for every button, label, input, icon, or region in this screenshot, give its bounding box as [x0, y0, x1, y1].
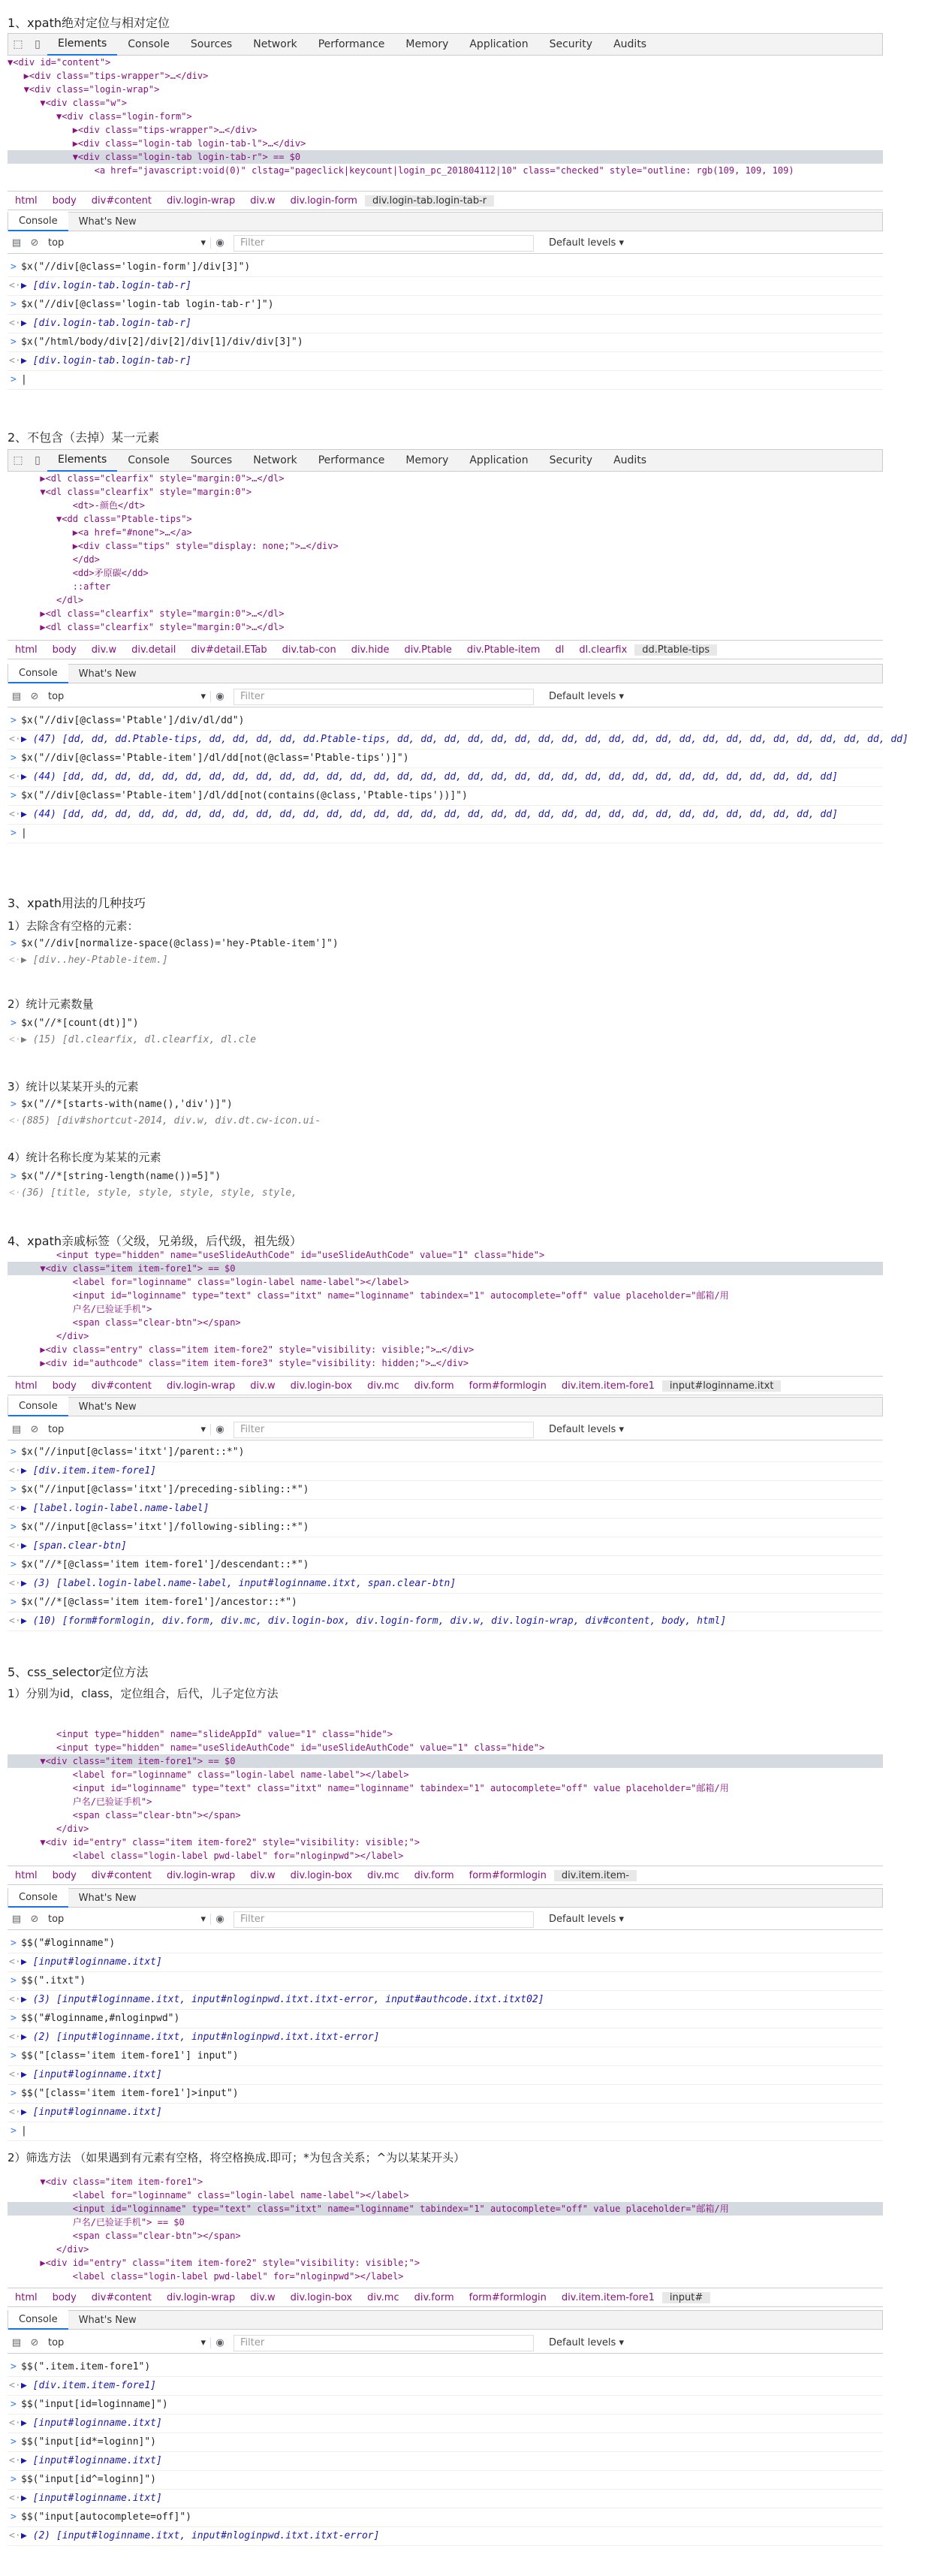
console-result: <· ▶ [input#loginname.itxt]	[8, 2452, 883, 2471]
dom-node-line[interactable]: ▼<div class="item item-fore1"> == $0	[8, 1262, 883, 1275]
dom-node-line[interactable]: ▼<div id="entry" class="item item-fore2" style="visibility: visible;">	[8, 1837, 420, 1848]
context-select[interactable]	[44, 2337, 211, 2348]
devtools-tab[interactable]: Elements	[47, 449, 117, 472]
console-input[interactable]: > $x("//input[@class='itxt']/parent::*")	[8, 1443, 883, 1462]
breadcrumb	[8, 2288, 883, 2307]
dom-node-line[interactable]: ▶<div class="tips-wrapper">…</div>	[8, 125, 258, 135]
dom-node-line[interactable]: ▶<div class="entry" class="item item-fore2" style="visibility: visible;">…</div>	[8, 1344, 475, 1355]
devtools-tab[interactable]: Security	[549, 38, 593, 50]
dom-node-line[interactable]: ▶<dl class="clearfix" style="margin:0">…</dl>	[8, 473, 285, 484]
console-result: <· ▶ [div.login-tab.login-tab-r]	[8, 352, 883, 371]
breadcrumb-item[interactable]: dl	[555, 644, 565, 656]
console-tab[interactable]: Console	[8, 1888, 68, 1908]
console-result: <· ▶ (10) [form#formlogin, div.form, div.mc, div.login-box, div.login-form, div.w, div.login-wrap, div#content, body, html]	[8, 1612, 883, 1631]
chevron-down-icon: ▾	[200, 691, 206, 702]
dom-node-line[interactable]: </div>	[8, 1823, 89, 1834]
devtools-tab[interactable]: Memory	[405, 38, 449, 50]
console-result: <· ▶ [div..hey-Ptable-item.]	[8, 952, 339, 969]
devtools-tab[interactable]: Memory	[405, 454, 449, 466]
breadcrumb-item[interactable]: div.login-wrap	[167, 195, 236, 207]
chevron-down-icon: ▾	[200, 1914, 206, 1925]
filter-input[interactable]: Filter	[233, 1911, 534, 1928]
dom-node-line[interactable]: <label class="login-label pwd-label" for="nloginpwd"></label>	[8, 2271, 404, 2282]
console-input: > $x("//*[count(dt)]")	[8, 1015, 256, 1032]
console-result: <· ▶ [label.login-label.name-label]	[8, 1500, 883, 1519]
console-input: > $x("//*[starts-with(name(),'div')]")	[8, 1096, 321, 1113]
breadcrumb-item[interactable]: body	[52, 1380, 77, 1392]
tip-2-title: 2）统计元素数量	[8, 997, 94, 1011]
console-result: <· ▶ (3) [input#loginname.itxt, input#nloginpwd.itxt.itxt-error, input#authcode.itxt.itxt02]	[8, 1991, 883, 2010]
dom-node-line[interactable]: <span class="clear-btn"></span>	[8, 1810, 241, 1820]
dom-node-line[interactable]: ▶<div class="tips-wrapper">…</div>	[8, 71, 209, 81]
breadcrumb-item[interactable]: div.mc	[367, 2291, 399, 2303]
console-tabbar	[8, 1888, 883, 1908]
console-input[interactable]: > $x("//div[@class='Ptable-item']/dl/dd[not(@class='Ptable-tips')]")	[8, 750, 883, 768]
sidebar-toggle-icon[interactable]: ▤	[11, 237, 22, 249]
dom-node-line[interactable]: 户名/已验证手机">	[8, 1796, 152, 1807]
dom-node-line[interactable]: ::after	[8, 581, 111, 592]
dom-node-line[interactable]: ▼<div class="login-form">	[8, 111, 192, 122]
context-label: top	[48, 1424, 65, 1435]
breadcrumb-item[interactable]: div.mc	[367, 1869, 399, 1881]
console-output	[8, 258, 883, 390]
breadcrumb-item[interactable]: form#formlogin	[468, 1869, 547, 1881]
dom-node-line[interactable]: <label for="loginname" class="login-label name-label"></label>	[8, 1277, 409, 1287]
console-result: <· ▶ [input#loginname.itxt]	[8, 2490, 883, 2508]
breadcrumb-item[interactable]: body	[52, 195, 77, 207]
clear-console-icon[interactable]: ⊘	[30, 2337, 39, 2348]
method-2-title: 2）筛选方法 （如果遇到有元素有空格，将空格换成.即可；*为包含关系；^为以某某开头）	[8, 2151, 465, 2164]
tip-3-title: 3）统计以某某开头的元素	[8, 1080, 139, 1093]
breadcrumb-item[interactable]: body	[52, 1869, 77, 1881]
console-output	[8, 2358, 883, 2546]
chevron-down-icon: ▾	[200, 2337, 206, 2348]
breadcrumb-item[interactable]: div#detail.ETab	[191, 644, 267, 656]
console-input[interactable]: > $x("//div[@class='Ptable-item']/dl/dd[not(contains(@class,'Ptable-tips'))]")	[8, 787, 883, 806]
console-result: <· ▶ [input#loginname.itxt]	[8, 1953, 883, 1972]
console-result: <· ▶ [div.login-tab.login-tab-r]	[8, 315, 883, 333]
console-result: <· ▶ (2) [input#loginname.itxt, input#nloginpwd.itxt.itxt-error]	[8, 2029, 883, 2047]
log-levels-dropdown[interactable]: Default levels ▾	[549, 2337, 624, 2348]
device-toggle-icon[interactable]: ▯	[35, 38, 41, 50]
section-1-title: 1、xpath绝对定位与相对定位	[8, 16, 170, 30]
console-input[interactable]: > $$(".itxt")	[8, 1972, 883, 1991]
log-levels-dropdown[interactable]: Default levels ▾	[549, 1914, 624, 1925]
clear-console-icon[interactable]: ⊘	[30, 691, 39, 702]
context-select[interactable]	[44, 1914, 211, 1925]
context-select[interactable]	[44, 237, 211, 249]
breadcrumb-item[interactable]: div#content	[91, 2291, 152, 2303]
breadcrumb-item[interactable]: div.login-tab.login-tab-r	[365, 195, 494, 207]
dom-node-line[interactable]: ▶<div id="entry" class="item item-fore2" style="visibility: visible;">	[8, 2258, 420, 2268]
inspect-icon[interactable]: ⬚	[13, 454, 23, 466]
breadcrumb-item[interactable]: form#formlogin	[468, 1380, 547, 1392]
filter-input[interactable]: Filter	[233, 1422, 534, 1438]
console-input[interactable]: > $$("#loginname,#nloginpwd")	[8, 2010, 883, 2029]
console-prompt[interactable]: > |	[8, 2122, 883, 2141]
breadcrumb-item[interactable]: div.login-wrap	[167, 1869, 236, 1881]
dom-node-line[interactable]: <input id="loginname" type="text" class="itxt" name="loginname" tabindex="1" autocomplete="off" value placeholder="邮箱/用	[8, 2202, 883, 2216]
breadcrumb-item[interactable]: div.item.item-fore1	[561, 1380, 655, 1392]
console-input[interactable]: > $$("[class='item item-fore1']>input")	[8, 2085, 883, 2104]
section-4-title: 4、xpath亲戚标签（父级，兄弟级，后代级，祖先级）	[8, 1234, 303, 1248]
dom-node-line[interactable]: ▼<div id="content">	[8, 57, 111, 68]
devtools-tab[interactable]: Application	[469, 38, 529, 50]
breadcrumb-item[interactable]: div.tab-con	[282, 644, 336, 656]
breadcrumb-item[interactable]: html	[15, 644, 38, 656]
breadcrumb-item[interactable]: div.item.item-fore1	[561, 2291, 655, 2303]
breadcrumb	[8, 640, 883, 659]
tip-1-console	[8, 936, 339, 969]
console-input[interactable]: > $x("//*[@class='item item-fore1']/ancestor::*")	[8, 1594, 883, 1612]
console-result: <· (885) [div#shortcut-2014, div.w, div.dt.cw-icon.ui-	[8, 1113, 321, 1130]
eye-icon[interactable]: ◉	[215, 1914, 224, 1925]
console-input[interactable]: > $x("/html/body/div[2]/div[2]/div[1]/div/div[3]")	[8, 333, 883, 352]
console-input[interactable]: > $x("//*[@class='item item-fore1']/descendant::*")	[8, 1556, 883, 1575]
breadcrumb-item[interactable]: div.form	[414, 2291, 454, 2303]
elements-tree	[8, 472, 883, 635]
breadcrumb-item[interactable]: div.hide	[351, 644, 390, 656]
dom-node-line[interactable]: ▶<dl class="clearfix" style="margin:0">…</dl>	[8, 608, 285, 619]
breadcrumb-item[interactable]: div.form	[414, 1380, 454, 1392]
breadcrumb-item[interactable]: html	[15, 2291, 38, 2303]
dom-node-line[interactable]: <input type="hidden" name="useSlideAuthCode" id="useSlideAuthCode" value="1" class="hide">	[8, 1742, 545, 1753]
devtools-tab[interactable]: Sources	[190, 454, 233, 466]
devtools-tab[interactable]: Network	[253, 38, 297, 50]
log-levels-dropdown[interactable]: Default levels ▾	[549, 691, 624, 702]
breadcrumb-item[interactable]: input#	[662, 2292, 710, 2303]
devtools-tab[interactable]: Network	[253, 454, 297, 466]
devtools-tab[interactable]: Application	[469, 454, 529, 466]
context-label: top	[48, 691, 65, 702]
elements-tree	[8, 2175, 883, 2286]
devtools-tabbar	[8, 33, 883, 56]
dom-node-line[interactable]: ▼<dd class="Ptable-tips">	[8, 514, 192, 524]
console-result: <· ▶ (2) [input#loginname.itxt, input#nloginpwd.itxt.itxt-error]	[8, 2527, 883, 2546]
console-tabbar	[8, 2310, 883, 2330]
dom-node-line[interactable]: ▶<div class="tips" style="display: none;">…</div>	[8, 541, 339, 551]
console-result: <· ▶ (44) [dd, dd, dd, dd, dd, dd, dd, dd, dd, dd, dd, dd, dd, dd, dd, dd, dd, dd, dd, dd, dd, dd, dd, dd, dd, dd, dd, dd, dd, dd, dd, dd, dd]	[8, 768, 883, 787]
console-input[interactable]: > $$(".item.item-fore1")	[8, 2358, 883, 2377]
dom-node-line[interactable]: </div>	[8, 2244, 89, 2255]
devtools-tab[interactable]: Elements	[47, 33, 117, 56]
console-tabbar	[8, 664, 883, 683]
filter-input[interactable]: Filter	[233, 689, 534, 705]
console-result: <· ▶ (47) [dd, dd, dd.Ptable-tips, dd, dd, dd, dd, dd.Ptable-tips, dd, dd, dd, dd, dd, dd, dd, dd, dd, dd, dd, dd, dd, dd, dd, dd, dd, dd, dd, dd, dd, dd]	[8, 731, 883, 750]
breadcrumb-item[interactable]: div.w	[250, 1869, 276, 1881]
section-2-title: 2、不包含（去掉）某一元素	[8, 430, 160, 445]
breadcrumb-item[interactable]: div.login-box	[290, 2291, 353, 2303]
dom-node-line[interactable]: <dt>-颜色</dt>	[8, 500, 145, 511]
dom-node-line[interactable]: <span class="clear-btn"></span>	[8, 1317, 241, 1328]
console-tab[interactable]: Console	[8, 2310, 68, 2330]
breadcrumb-item[interactable]: div#content	[91, 1380, 152, 1392]
breadcrumb-item[interactable]: form#formlogin	[468, 2291, 547, 2303]
breadcrumb-item[interactable]: dl.clearfix	[579, 644, 628, 656]
breadcrumb-item[interactable]: div#content	[91, 1869, 152, 1881]
console-tab[interactable]: What's New	[78, 668, 137, 680]
devtools-tab[interactable]: Audits	[613, 38, 647, 50]
dom-node-line[interactable]: <label class="login-label pwd-label" for="nloginpwd"></label>	[8, 1851, 404, 1861]
eye-icon[interactable]: ◉	[215, 237, 224, 249]
dom-node-line[interactable]: <input id="loginname" type="text" class="itxt" name="loginname" tabindex="1" autocomplete="off" value placeholder="邮箱/用	[8, 1783, 729, 1793]
breadcrumb-item[interactable]: dd.Ptable-tips	[634, 644, 717, 656]
console-prompt[interactable]: > |	[8, 825, 883, 843]
eye-icon[interactable]: ◉	[215, 691, 224, 702]
dom-node-line[interactable]: ▶<a href="#none">…</a>	[8, 527, 192, 538]
section-5-title: 5、css_selector定位方法	[8, 1665, 149, 1679]
dom-node-line[interactable]: ▼<div class="login-tab login-tab-r"> == $0	[8, 150, 883, 164]
dom-node-line[interactable]: <label for="loginname" class="login-label name-label"></label>	[8, 2190, 409, 2200]
breadcrumb-item[interactable]: div.login-form	[290, 195, 357, 207]
breadcrumb-item[interactable]: div.detail	[131, 644, 176, 656]
elements-tree	[8, 1248, 883, 1373]
console-result: <· ▶ [div.item.item-fore1]	[8, 1462, 883, 1481]
console-result: <· ▶ (15) [dl.clearfix, dl.clearfix, dl.cle	[8, 1032, 256, 1048]
devtools-tab[interactable]: Console	[128, 38, 170, 50]
console-toolbar	[8, 1909, 883, 1930]
chevron-down-icon: ▾	[200, 1424, 206, 1435]
tip-1-title: 1）去除含有空格的元素：	[8, 919, 139, 933]
breadcrumb-item[interactable]: div.login-wrap	[167, 1380, 236, 1392]
tip-2-console	[8, 1015, 256, 1048]
eye-icon[interactable]: ◉	[215, 2337, 224, 2348]
console-input: > $x("//div[normalize-space(@class)='hey-Ptable-item']")	[8, 936, 339, 952]
console-input[interactable]: > $$("input[id=loginname]")	[8, 2396, 883, 2415]
clear-console-icon[interactable]: ⊘	[30, 237, 39, 249]
console-output	[8, 1443, 883, 1631]
console-result: <· ▶ [span.clear-btn]	[8, 1537, 883, 1556]
console-result: <· ▶ (44) [dd, dd, dd, dd, dd, dd, dd, dd, dd, dd, dd, dd, dd, dd, dd, dd, dd, dd, dd, dd, dd, dd, dd, dd, dd, dd, dd, dd, dd, dd, dd, dd, dd]	[8, 806, 883, 825]
tip-4-title: 4）统计名称长度为某某的元素	[8, 1151, 161, 1164]
dom-node-line[interactable]: ▶<div class="login-tab login-tab-l">…</div>	[8, 138, 306, 149]
console-result: <· ▶ (3) [label.login-label.name-label, input#loginname.itxt, span.clear-btn]	[8, 1575, 883, 1594]
console-input[interactable]: > $$("#loginname")	[8, 1935, 883, 1953]
breadcrumb-item[interactable]: div.w	[250, 195, 276, 207]
breadcrumb-item[interactable]: html	[15, 1869, 38, 1881]
console-input[interactable]: > $x("//div[@class='login-form']/div[3]")	[8, 258, 883, 277]
tip-3-console	[8, 1096, 321, 1130]
sidebar-toggle-icon[interactable]: ▤	[11, 2337, 22, 2348]
dom-node-line[interactable]: <input type="hidden" name="useSlideAuthCode" id="useSlideAuthCode" value="1" class="hide">	[8, 1250, 545, 1260]
context-label: top	[48, 1914, 65, 1925]
breadcrumb-item[interactable]: div.login-box	[290, 1869, 353, 1881]
devtools-tab[interactable]: Sources	[190, 38, 233, 50]
method-1-title: 1）分别为id，class，定位组合，后代，儿子定位方法	[8, 1687, 279, 1700]
dom-node-line[interactable]: ▼<div class="item item-fore1"> == $0	[8, 1754, 883, 1768]
console-input[interactable]: > $x("//div[@class='login-tab login-tab-r']")	[8, 296, 883, 315]
context-select[interactable]	[44, 1424, 211, 1435]
console-tab[interactable]: What's New	[78, 1401, 137, 1413]
log-levels-dropdown[interactable]: Default levels ▾	[549, 1424, 624, 1435]
console-input[interactable]: > $$("[class='item item-fore1'] input")	[8, 2047, 883, 2066]
breadcrumb-item[interactable]: div.item.item-	[554, 1870, 637, 1881]
devtools-tab[interactable]: Performance	[318, 38, 385, 50]
devtools-tab[interactable]: Performance	[318, 454, 385, 466]
console-output	[8, 1935, 883, 2141]
console-tab[interactable]: What's New	[78, 1892, 137, 1904]
console-result: <· (36) [title, style, style, style, style, style,	[8, 1185, 297, 1202]
elements-tree	[8, 56, 883, 176]
breadcrumb	[8, 1866, 883, 1885]
console-result: <· ▶ [input#loginname.itxt]	[8, 2415, 883, 2433]
breadcrumb-item[interactable]: div#content	[91, 195, 152, 207]
console-input[interactable]: > $$("input[id^=loginn]")	[8, 2471, 883, 2490]
sidebar-toggle-icon[interactable]: ▤	[11, 1424, 22, 1435]
console-tab[interactable]: Console	[8, 664, 68, 683]
breadcrumb	[8, 1376, 883, 1395]
breadcrumb-item[interactable]: input#loginname.itxt	[662, 1380, 782, 1392]
console-result: <· ▶ [div.login-tab.login-tab-r]	[8, 277, 883, 296]
dom-node-line[interactable]: <a href="javascript:void(0)" clstag="pageclick|keycount|login_pc_201804112|10" class="checked" style="outline: rgb(109, 109, 109)	[8, 165, 794, 176]
devtools-tab[interactable]: Audits	[613, 454, 647, 466]
sidebar-toggle-icon[interactable]: ▤	[11, 1914, 22, 1925]
filter-input[interactable]: Filter	[233, 2335, 534, 2351]
dom-node-line[interactable]: ▼<div class="login-wrap">	[8, 84, 160, 95]
console-input: > $x("//*[string-length(name())=5]")	[8, 1169, 297, 1185]
breadcrumb-item[interactable]: div.w	[250, 2291, 276, 2303]
breadcrumb-item[interactable]: div.Ptable	[404, 644, 452, 656]
eye-icon[interactable]: ◉	[215, 1424, 224, 1435]
console-result: <· ▶ [input#loginname.itxt]	[8, 2066, 883, 2085]
console-toolbar	[8, 2333, 883, 2354]
breadcrumb-item[interactable]: html	[15, 1380, 38, 1392]
console-prompt[interactable]: > |	[8, 371, 883, 390]
breadcrumb-item[interactable]: body	[52, 2291, 77, 2303]
dom-node-line[interactable]: 户名/已验证手机">	[8, 1304, 152, 1314]
breadcrumb-item[interactable]: div.mc	[367, 1380, 399, 1392]
console-toolbar	[8, 233, 883, 254]
dom-node-line[interactable]: ▼<div class="w">	[8, 98, 127, 108]
console-tabbar	[8, 212, 883, 231]
console-input[interactable]: > $$("input[autocomplete=off]")	[8, 2508, 883, 2527]
console-tab[interactable]: Console	[8, 212, 68, 231]
console-toolbar	[8, 1419, 883, 1440]
breadcrumb-item[interactable]: div.w	[250, 1380, 276, 1392]
dom-node-line[interactable]: </div>	[8, 1331, 89, 1341]
tip-4-console	[8, 1169, 297, 1202]
inspect-icon[interactable]: ⬚	[13, 38, 23, 50]
breadcrumb-item[interactable]: html	[15, 195, 38, 207]
console-result: <· ▶ [input#loginname.itxt]	[8, 2104, 883, 2122]
dom-node-line[interactable]: ▶<dl class="clearfix" style="margin:0">…</dl>	[8, 622, 285, 632]
dom-node-line[interactable]: 户名/已验证手机"> == $0	[8, 2217, 185, 2228]
context-label: top	[48, 237, 65, 249]
breadcrumb-item[interactable]: div.Ptable-item	[466, 644, 541, 656]
dom-node-line[interactable]: ▼<dl class="clearfix" style="margin:0">	[8, 487, 252, 497]
context-label: top	[48, 2337, 65, 2348]
devtools-tab[interactable]: Console	[128, 454, 170, 466]
breadcrumb-item[interactable]: body	[52, 644, 77, 656]
breadcrumb-item[interactable]: div.login-box	[290, 1380, 353, 1392]
log-levels-dropdown[interactable]: Default levels ▾	[549, 237, 624, 249]
dom-node-line[interactable]: ▼<div class="item item-fore1">	[8, 2176, 203, 2187]
sidebar-toggle-icon[interactable]: ▤	[11, 691, 22, 702]
console-input[interactable]: > $x("//input[@class='itxt']/following-sibling::*")	[8, 1519, 883, 1537]
context-select[interactable]	[44, 691, 211, 702]
dom-node-line[interactable]: <span class="clear-btn"></span>	[8, 2231, 241, 2241]
console-tab[interactable]: What's New	[78, 216, 137, 228]
console-toolbar	[8, 686, 883, 707]
device-toggle-icon[interactable]: ▯	[35, 454, 41, 466]
console-tab[interactable]: Console	[8, 1397, 68, 1416]
breadcrumb	[8, 191, 883, 210]
dom-node-line[interactable]: ▶<div id="authcode" class="item item-fore3" style="visibility: hidden;">…</div>	[8, 1358, 469, 1368]
dom-node-line[interactable]: <dd>矛原碳</dd>	[8, 568, 149, 578]
dom-node-line[interactable]: </dl>	[8, 595, 84, 605]
section-3-title: 3、xpath用法的几种技巧	[8, 896, 146, 910]
breadcrumb-item[interactable]: div.w	[91, 644, 117, 656]
breadcrumb-item[interactable]: div.login-wrap	[167, 2291, 236, 2303]
console-result: <· ▶ [div.item.item-fore1]	[8, 2377, 883, 2396]
console-input[interactable]: > $x("//div[@class='Ptable']/div/dl/dd")	[8, 712, 883, 731]
dom-node-line[interactable]: <input type="hidden" name="slideAppId" value="1" class="hide">	[8, 1729, 393, 1739]
devtools-tabbar	[8, 449, 883, 472]
dom-node-line[interactable]: <label for="loginname" class="login-label name-label"></label>	[8, 1769, 409, 1780]
breadcrumb-item[interactable]: div.form	[414, 1869, 454, 1881]
elements-tree	[8, 1727, 883, 1864]
console-input[interactable]: > $x("//input[@class='itxt']/preceding-sibling::*")	[8, 1481, 883, 1500]
dom-node-line[interactable]: </dd>	[8, 554, 100, 565]
chevron-down-icon: ▾	[200, 237, 206, 249]
console-tab[interactable]: What's New	[78, 2314, 137, 2326]
devtools-tab[interactable]: Security	[549, 454, 593, 466]
dom-node-line[interactable]: <input id="loginname" type="text" class="itxt" name="loginname" tabindex="1" autocomplete="off" value placeholder="邮箱/用	[8, 1290, 729, 1301]
console-output	[8, 712, 908, 843]
clear-console-icon[interactable]: ⊘	[30, 1424, 39, 1435]
console-tabbar	[8, 1397, 883, 1416]
filter-input[interactable]: Filter	[233, 235, 534, 252]
console-input[interactable]: > $$("input[id*=loginn]")	[8, 2433, 883, 2452]
clear-console-icon[interactable]: ⊘	[30, 1914, 39, 1925]
